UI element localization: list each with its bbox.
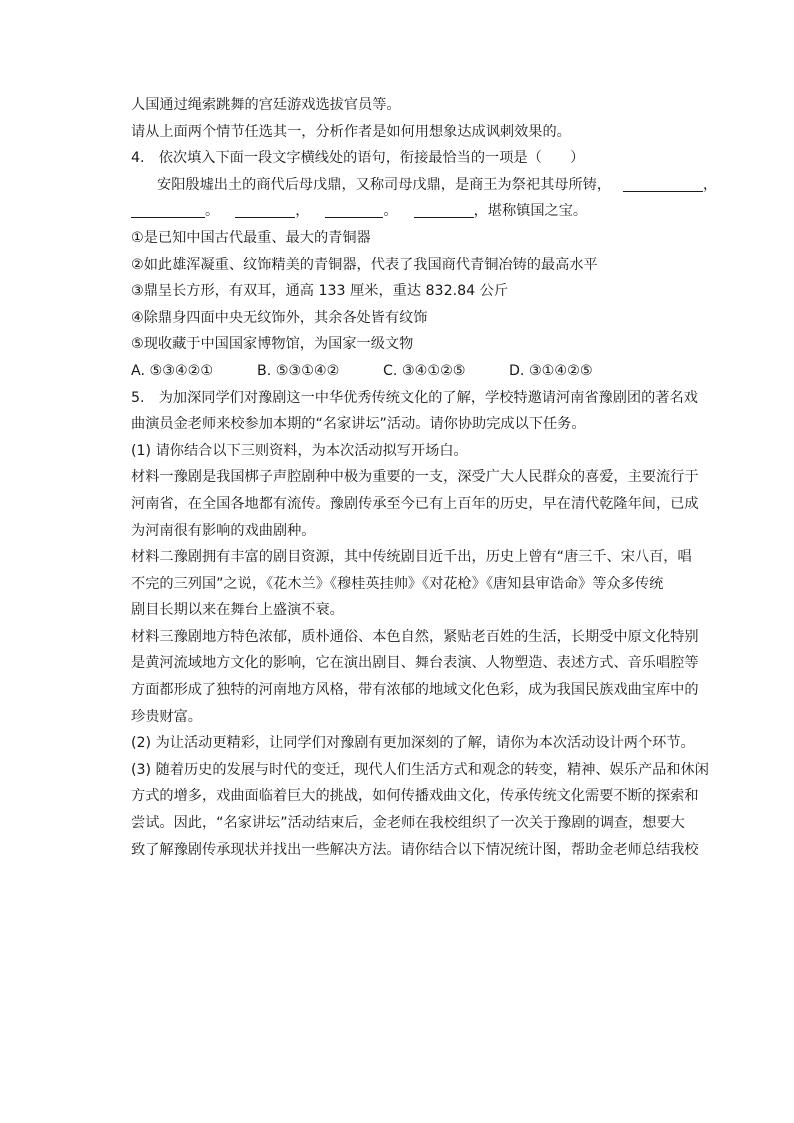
passage-period: 。 — [383, 203, 398, 220]
question-4-passage-line-1 — [131, 172, 718, 199]
material-3-line: 是黄河流域地方文化的影响，它在演出剧目、舞台表演、人物塑造、表述方式、音乐唱腔等 — [131, 655, 699, 672]
material-2-line: 材料二豫剧拥有丰富的剧目资源，其中传统剧目近千出，历史上曾有“唐三千、宋八百，唱 — [131, 549, 692, 566]
question-4-stem: 4. 依次填入下面一段文字横线处的语句，衔接最恰当的一项是（ ） — [131, 150, 585, 167]
answer-blank-5[interactable] — [414, 202, 474, 218]
sub-question-3-line: (3) 随着历史的发展与时代的变迁，现代人们生活方式和观念的转变，精神、娱乐产品和休闲 — [131, 761, 709, 778]
material-2-line: 不完的三列国”之说，《花木兰》《穆桂英挂帅》《对花枪》《唐知县审诰命》等众多传统 — [131, 575, 664, 592]
question-4-passage-line-2 — [131, 198, 691, 225]
statement-item: ①是已知中国古代最重、最大的青铜器 — [131, 229, 371, 246]
sub-question-3-line: 致了解豫剧传承现状并找出一些解决方法。请你结合以下情况统计图，帮助金老师总结我校 — [131, 841, 699, 858]
material-3-line: 方面都形成了独特的河南地方风格，带有浓郁的地域文化色彩，成为我国民族戏曲宝库中的 — [131, 682, 699, 699]
statement-item: ③鼎呈长方形，有双耳，通高 133 厘米，重达 832.84 公斤 — [131, 283, 509, 300]
answer-blank-1[interactable] — [623, 176, 703, 192]
passage-period: 。 — [205, 203, 220, 220]
sub-question-3-line: 方式的增多，戏曲面临着巨大的挑战，如何传播戏曲文化，传承传统文化需要不断的探索和 — [131, 788, 699, 805]
intro-line-1: 人国通过绳索跳舞的宫廷游戏选拔官员等。 — [131, 97, 401, 113]
statement-item: ②如此雄浑凝重、纹饰精美的青铜器，代表了我国商代青铜冶铸的最高水平 — [131, 256, 598, 273]
answer-blank-4[interactable] — [325, 202, 383, 218]
intro-line-2: 请从上面两个情节任选其一，分析作者是如何用想象达成讽刺效果的。 — [131, 123, 571, 140]
statement-item: ⑤现收藏于中国国家博物馆，为国家一级文物 — [131, 336, 414, 353]
document-content — [131, 92, 718, 863]
material-3-line: 珍贵财富。 — [131, 708, 202, 725]
material-1-line: 河南省，在全国各地都有流传。豫剧传承至今已有上百年的历史，早在清代乾隆年间，已成 — [131, 495, 699, 512]
material-1-line: 材料一豫剧是我国梆子声腔剧种中极为重要的一支，深受广大人民群众的喜爱，主要流行于 — [131, 469, 699, 486]
sub-question-1: (1) 请你结合以下三则资料，为本次活动拟写开场白。 — [131, 442, 468, 459]
option-b[interactable]: B. ⑤③①④② — [257, 362, 340, 379]
question-4-options — [131, 358, 691, 385]
option-d[interactable]: D. ③①④②⑤ — [509, 362, 593, 379]
passage-text: 安阳殷墟出土的商代后母戊鼎，又称司母戊鼎，是商王为祭祀其母所铸， — [157, 176, 612, 193]
answer-blank-2[interactable] — [131, 202, 205, 218]
passage-comma: ， — [703, 176, 718, 193]
question-5-stem-line-2: 曲演员金老师来校参加本期的“名家讲坛”活动。请你协助完成以下任务。 — [131, 416, 586, 433]
sub-question-3-line: 尝试。因此，“名家讲坛”活动结束后，金老师在我校组织了一次关于豫剧的调查，想要大 — [131, 815, 685, 832]
passage-end: ，堪称镇国之宝。 — [473, 203, 588, 220]
statement-item: ④除鼎身四面中央无纹饰外，其余各处皆有纹饰 — [131, 309, 428, 326]
option-c[interactable]: C. ③④①②⑤ — [383, 362, 466, 379]
option-a[interactable]: A. ⑤③④②① — [131, 362, 214, 379]
material-1-line: 为河南很有影响的戏曲剧种。 — [131, 522, 316, 539]
passage-comma: ， — [295, 203, 310, 220]
answer-blank-3[interactable] — [235, 202, 295, 218]
material-3-line: 材料三豫剧地方特色浓郁，质朴通俗、本色自然，紧贴老百姓的生活，长期受中原文化特别 — [131, 628, 699, 645]
material-2-line: 剧目长期以来在舞台上盛演不衰。 — [131, 602, 344, 619]
question-5-stem-line-1: 5. 为加深同学们对豫剧这一中华优秀传统文化的了解，学校特邀请河南省豫剧团的著名戏 — [131, 389, 698, 406]
sub-question-2: (2) 为让活动更精彩，让同学们对豫剧有更加深刻的了解，请你为本次活动设计两个环节。 — [131, 735, 695, 752]
